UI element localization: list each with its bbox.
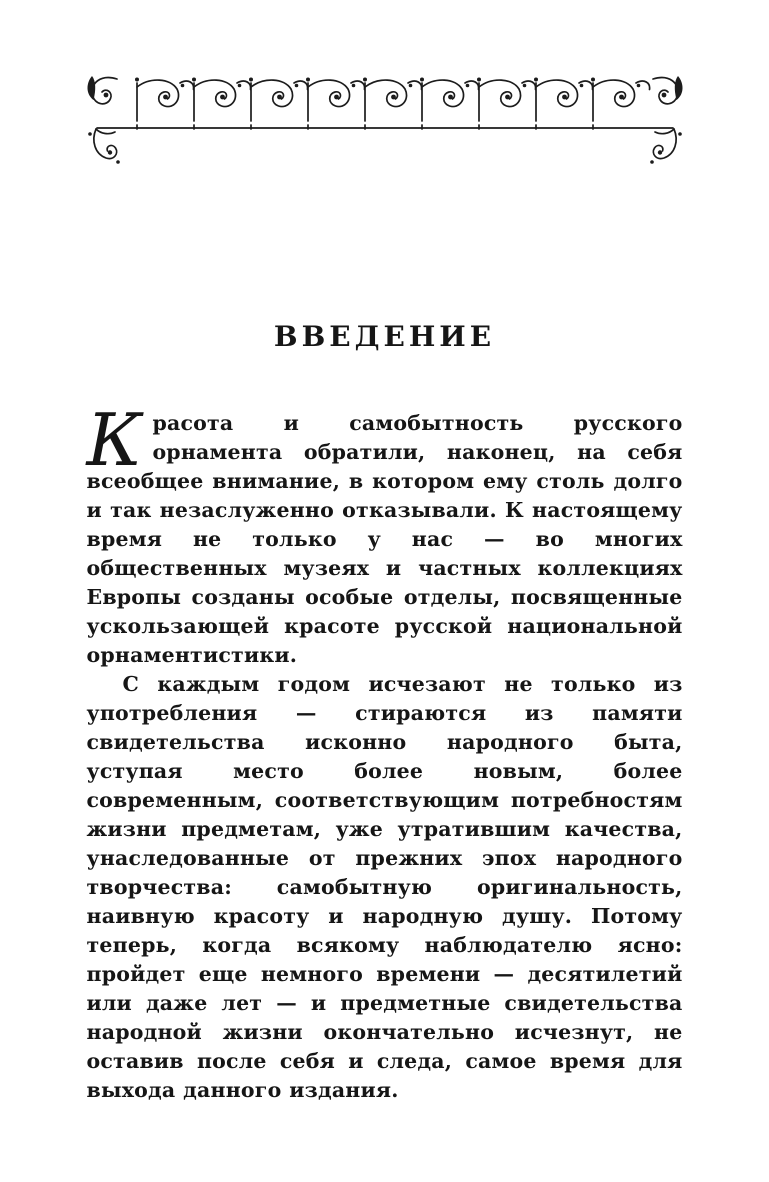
paragraph xyxy=(86,398,683,670)
paragraph: С каждым годом исчезают не только из употребления — стираются из памяти свидетельства исконно народного быта, уступая место более новым, более современным, соответствующим потребностям жизни предметам, уже утратившим качества, унаследованные от прежних эпох народного творчества: самобытную оригинальность, наивную красоту и народную душу. Потому теперь, когда всякому наблюдателю ясно: пройдет еще немного времени — десятилетий или даже лет — и предметные свидетельства народной жизни окончательно исчезнут, не оставив после себя и следа, самое время для выхода данного издания. xyxy=(86,672,683,1102)
drop-cap: К xyxy=(86,398,143,482)
paragraph-text: расота и самобытность русского орнамента обратили, наконец, на себя всеобщее внимание, в котором ему столь долго и так незаслуженно отказывали. К настоящему время не только у нас — во многих общественных музеях и частных коллекциях Европы созданы особые отделы, посвященные ускользающей красоте русской национальной орнаментистики. xyxy=(86,411,683,667)
scroll-vine-ornament-icon xyxy=(85,72,685,172)
header-ornament xyxy=(85,72,685,172)
chapter-title: ВВЕДЕНИЕ xyxy=(273,320,496,353)
body-text xyxy=(86,398,683,1105)
